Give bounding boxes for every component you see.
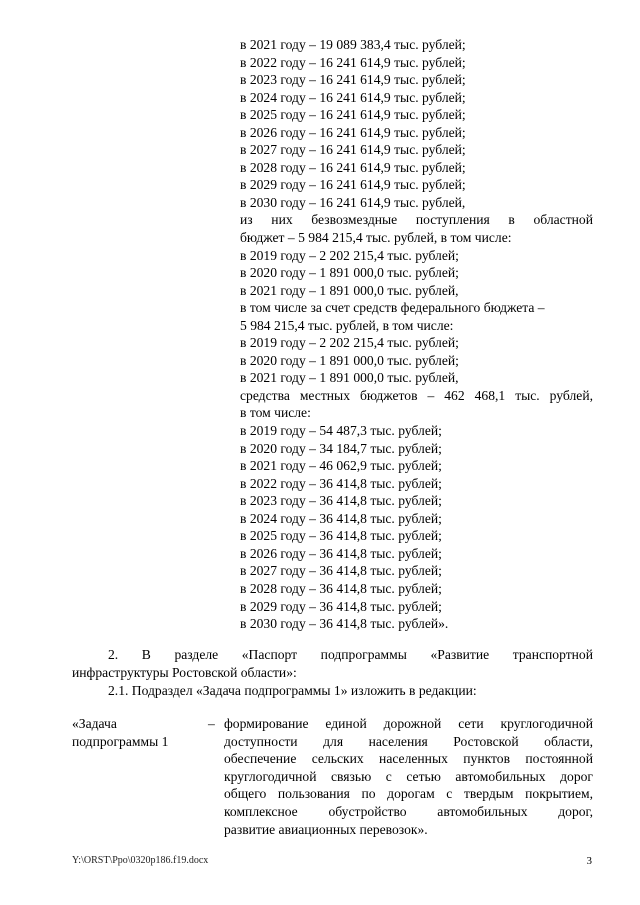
funding-line: в 2024 году – 16 241 614,9 тыс. рублей; [240,89,466,105]
funding-line: 5 984 215,4 тыс. рублей, в том числе: [240,317,454,333]
funding-line: в 2021 году – 1 891 000,0 тыс. рублей, [240,282,459,298]
funding-line: в 2022 году – 16 241 614,9 тыс. рублей; [240,54,466,70]
funding-line: из них безвозмездные поступления в областной [240,212,593,228]
task-description-line: общего пользования по дорогам с твердым покрытием, [224,786,593,802]
funding-line: в 2023 году – 16 241 614,9 тыс. рублей; [240,72,466,88]
section-2-paragraph [72,646,593,681]
funding-line: в 2028 году – 16 241 614,9 тыс. рублей; [240,159,466,175]
task-description-line: формирование единой дорожной сети круглогодичной [224,716,593,731]
funding-line: в 2021 году – 46 062,9 тыс. рублей; [240,458,442,474]
task-description-line: круглогодичной связью с сетью автомобильных дорог [224,768,593,784]
task-label-line-1: «Задача [72,716,117,731]
funding-line: в 2029 году – 16 241 614,9 тыс. рублей; [240,177,466,193]
funding-line: в 2023 году – 36 414,8 тыс. рублей; [240,493,442,509]
footer-file-path: Y:\ORST\Ppo\0320p186.f19.docx [72,855,209,866]
task-label-line-2: подпрограммы 1 [72,733,169,749]
funding-line: в 2025 году – 36 414,8 тыс. рублей; [240,528,442,544]
section-2-line-2: инфраструктуры Ростовской области»: [72,664,297,680]
funding-line: в 2021 году – 1 891 000,0 тыс. рублей, [240,370,459,386]
funding-line: в 2030 году – 16 241 614,9 тыс. рублей, [240,194,466,210]
funding-line: в том числе: [240,405,311,421]
funding-line: в 2030 году – 36 414,8 тыс. рублей». [240,616,449,632]
funding-line: в 2029 году – 36 414,8 тыс. рублей; [240,598,442,614]
funding-line: в 2019 году – 2 202 215,4 тыс. рублей; [240,247,459,263]
task-description-line: обеспечение сельских населенных пунктов постоянной [224,751,593,767]
funding-line: в 2020 году – 1 891 000,0 тыс. рублей; [240,352,459,368]
funding-line: в 2019 году – 54 487,3 тыс. рублей; [240,423,442,439]
funding-line: средства местных бюджетов – 462 468,1 тыс. рублей, [240,387,593,403]
funding-line: в 2025 году – 16 241 614,9 тыс. рублей; [240,107,466,123]
funding-line: в 2026 году – 36 414,8 тыс. рублей; [240,545,442,561]
task-description-line: развитие авиационных перевозок». [224,821,428,837]
funding-line: в 2020 году – 1 891 000,0 тыс. рублей; [240,265,459,281]
section-2-1-paragraph: 2.1. Подраздел «Задача подпрограммы 1» изложить в редакции: [108,683,477,698]
funding-line: в 2028 году – 36 414,8 тыс. рублей; [240,580,442,596]
funding-line: в том числе за счет средств федерального бюджета – [240,300,545,316]
funding-line: в 2024 году – 36 414,8 тыс. рублей; [240,510,442,526]
funding-line: в 2027 году – 16 241 614,9 тыс. рублей; [240,142,466,158]
funding-line: в 2026 году – 16 241 614,9 тыс. рублей; [240,124,466,140]
funding-line: в 2020 году – 34 184,7 тыс. рублей; [240,440,442,456]
page-number: 3 [586,855,592,867]
funding-list [240,36,593,633]
task-description-line: доступности для населения Ростовской области, [224,733,593,749]
funding-line: бюджет – 5 984 215,4 тыс. рублей, в том числе: [240,230,512,246]
funding-line: в 2019 году – 2 202 215,4 тыс. рублей; [240,335,459,351]
task-description [224,715,593,838]
funding-line: в 2022 году – 36 414,8 тыс. рублей; [240,475,442,491]
funding-line: в 2027 году – 36 414,8 тыс. рублей; [240,563,442,579]
funding-line: в 2021 году – 19 089 383,4 тыс. рублей; [240,37,466,52]
section-2-line-1: 2. В разделе «Паспорт подпрограммы «Развитие транспортной [108,647,593,662]
task-label [72,715,217,750]
task-description-line: комплексное обустройство автомобильных дорог, [224,803,593,819]
task-dash: – [208,716,215,731]
